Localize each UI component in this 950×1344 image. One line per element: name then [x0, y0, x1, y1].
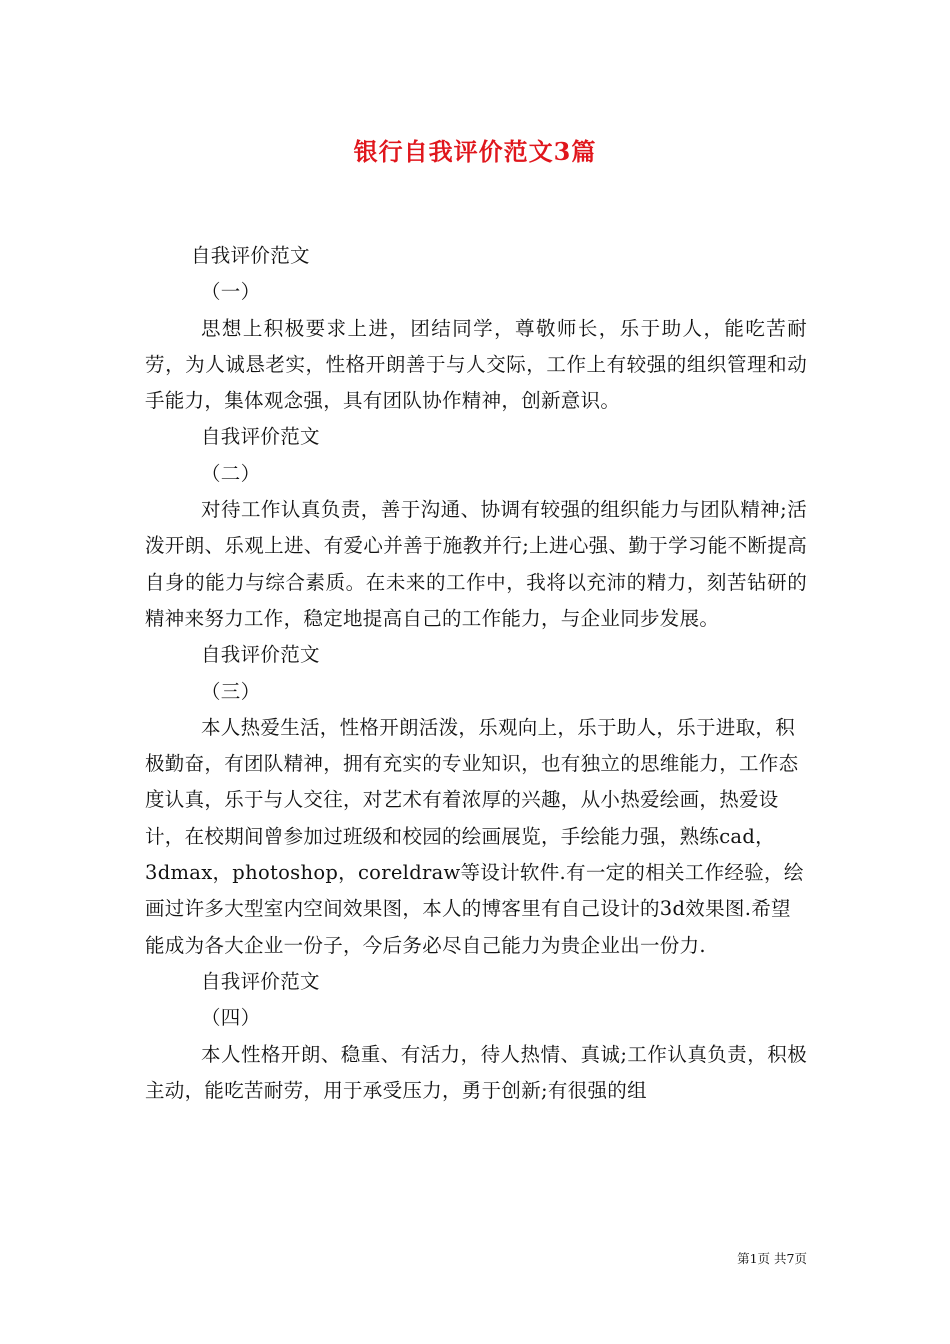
section-paragraph: 对待工作认真负责，善于沟通、协调有较强的组织能力与团队精神;活泼开朗、乐观上进、有爱心并善于施教并行;上进心强、勤于学习能不断提高自身的能力与综合素质。在未来的工作中，我将以充沛的精力，刻苦钻研的精神来努力工作，稳定地提高自己的工作能力，与企业同步发展。 — [145, 498, 807, 630]
section-number: （三） — [201, 679, 261, 703]
section-4 — [145, 964, 807, 1109]
page-number-footer: 第1页 共7页 — [737, 1251, 807, 1266]
section-heading: 自我评价范文 — [191, 244, 310, 267]
section-3 — [145, 637, 807, 964]
section-number: （二） — [201, 461, 261, 485]
section-paragraph: 思想上积极要求上进，团结同学，尊敬师长，乐于助人，能吃苦耐劳，为人诚恳老实，性格开朗善于与人交际，工作上有较强的组织管理和动手能力，集体观念强，具有团队协作精神，创新意识。 — [145, 316, 807, 413]
document-body — [145, 238, 807, 1109]
document-title: 银行自我评价范文3篇 — [353, 137, 597, 166]
section-2 — [145, 419, 807, 637]
section-number: （一） — [201, 280, 261, 304]
section-paragraph: 本人性格开朗、稳重、有活力，待人热情、真诚;工作认真负责，积极主动，能吃苦耐劳，用于承受压力，勇于创新;有很强的组 — [145, 1042, 807, 1102]
section-heading: 自我评价范文 — [201, 643, 320, 667]
section-1 — [145, 238, 807, 419]
section-heading: 自我评价范文 — [201, 425, 320, 449]
section-paragraph: 本人热爱生活，性格开朗活泼，乐观向上，乐于助人，乐于进取，积极勤奋，有团队精神，拥有充实的专业知识，也有独立的思维能力，工作态度认真，乐于与人交往，对艺术有着浓厚的兴趣，从小热爱绘画，热爱设计，在校期间曾参加过班级和校园的绘画展览，手绘能力强，熟练cad，3dmax，photoshop，coreldraw等设计软件.有一定的相关工作经验，绘画过许多大型室内空间效果图，本人的博客里有自己设计的3d效果图.希望能成为各大企业一份子，今后务必尽自己能力为贵企业出一份力. — [145, 715, 804, 957]
section-heading: 自我评价范文 — [201, 969, 320, 993]
section-number: （四） — [201, 1006, 261, 1030]
